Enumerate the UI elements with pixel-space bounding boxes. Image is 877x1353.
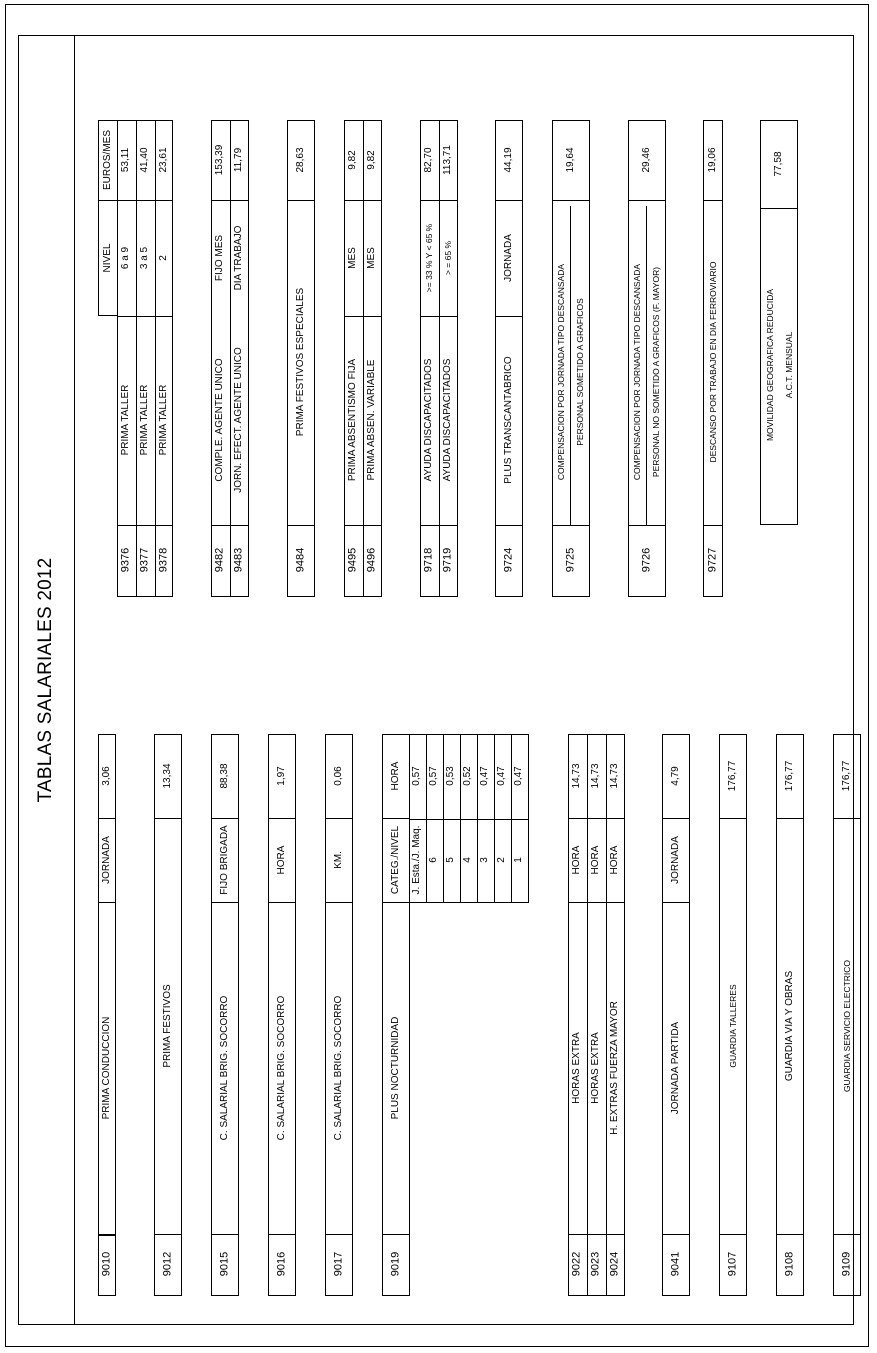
concept-9019: PLUS NOCTURNIDAD [390,1016,401,1120]
unit-9016: HORA [276,845,287,875]
concept-9024: H. EXTRAS FUERZA MAYOR [609,1001,620,1135]
value-9482: 153,39 [214,144,225,176]
unit-9495: MES [347,247,358,269]
value-9718: 82,70 [423,147,434,173]
concept-9107: GUARDIA TALLERES [727,984,738,1068]
code-9107: 9107 [726,1251,739,1277]
value-9109: 176,77 [841,760,852,792]
concept-9012: PRIMA FESTIVOS [162,984,173,1068]
code-9022: 9022 [570,1251,583,1277]
unit-9023: HORA [590,845,601,875]
code-9108: 9108 [783,1251,796,1277]
concept-9010: PRIMA CONDUCCION [101,1016,112,1120]
code-9378: 9378 [157,547,170,573]
concept-9727: DESCANSO POR TRABAJO EN DIA FERROVIARIO [707,261,718,463]
value-9024: 14,73 [609,763,620,789]
nivel-9378: 2 [158,255,169,261]
value-9484: 28,63 [295,147,306,173]
value-9108: 176,77 [784,760,795,792]
noct-nivel-4: 3 [479,857,490,863]
code-9482: 9482 [213,547,226,573]
unit-9024: HORA [609,845,620,875]
concept-9376: PRIMA TALLER [120,384,131,456]
noct-hora-0: 0,57 [411,766,422,786]
concept-9041: JORNADA PARTIDA [670,1021,681,1115]
concept-9378: PRIMA TALLER [158,384,169,456]
value-9719: 113,71 [442,145,453,175]
noct-hora-1: 0,57 [428,766,439,786]
code-9015: 9015 [218,1251,231,1277]
concept-9017: C. SALARIAL BRIG. SOCORRO [333,995,344,1141]
movilidad-line2: A.C.T. MENSUAL [783,331,794,399]
value-9041: 4,79 [670,766,681,786]
concept-9377: PRIMA TALLER [139,384,150,456]
value-9022: 14,73 [571,763,582,789]
concept-9495: PRIMA ABSENTISMO FIJA [347,358,358,482]
noct-nivel-2: 5 [445,857,456,863]
concept-9718: AYUDA DISCAPACITADOS [423,358,434,482]
noct-hora-5: 0,47 [496,766,507,786]
value-9376: 53,11 [120,147,131,173]
value-9378: 23,61 [158,147,169,173]
unit-9496: MES [366,247,377,269]
header-hora: HORA [390,761,401,791]
nivel-9376: 6 a 9 [120,246,131,270]
comp-9725-line2: PERSONAL SOMETIDO A GRAFICOS [574,298,585,446]
code-9724: 9724 [502,547,515,573]
concept-9023: HORAS EXTRA [590,1032,601,1104]
concept-9724: PLUS TRANSCANTABRICO [503,356,514,484]
noct-hora-3: 0,52 [462,766,473,786]
value-9015: 88,38 [219,763,230,789]
code-9727: 9727 [706,547,719,573]
code-9725: 9725 [564,547,577,573]
code-9718: 9718 [422,547,435,573]
unit-9041: JORNADA [670,836,681,884]
noct-hora-2: 0,53 [445,766,456,786]
concept-9016: C. SALARIAL BRIG. SOCORRO [276,995,287,1141]
concept-9484: PRIMA FESTIVOS ESPECIALES [295,287,306,437]
noct-nivel-5: 2 [496,857,507,863]
unit-9718: >= 33 % Y < 65 % [423,223,434,293]
code-9376: 9376 [119,547,132,573]
concept-9719: AYUDA DISCAPACITADOS [442,358,453,482]
code-9023: 9023 [589,1251,602,1277]
header-euros-mes: EUROS/MES [102,129,113,191]
value-9377: 41,40 [139,147,150,173]
noct-nivel-3: 4 [462,857,473,863]
noct-nivel-1: 6 [428,857,439,863]
noct-hora-6: 0,47 [513,766,524,786]
noct-nivel-0: J. Esta./J. Maq. [411,825,422,895]
value-9725: 19,64 [565,147,576,173]
concept-9482: COMPLE. AGENTE UNICO [214,358,225,482]
value-9012: 13,34 [162,763,173,789]
value-9023: 14,73 [590,763,601,789]
unit-9724: JORNADA [503,234,514,282]
code-9484: 9484 [294,547,307,573]
concept-9022: HORAS EXTRA [571,1032,582,1104]
value-9727: 19,06 [707,147,718,173]
code-9377: 9377 [138,547,151,573]
code-9012: 9012 [161,1251,174,1277]
value-9483: 11,79 [233,147,244,173]
concept-9108: GUARDIA VIA Y OBRAS [784,970,795,1082]
concept-9015: C. SALARIAL BRIG. SOCORRO [219,995,230,1141]
code-9726: 9726 [640,547,653,573]
code-9019: 9019 [389,1251,402,1277]
value-9724: 44,19 [503,147,514,173]
code-9719: 9719 [441,547,454,573]
comp-9725-line1: COMPENSACION POR JORNADA TIPO DESCANSADA [555,263,566,481]
unit-9017: KM. [333,851,344,869]
code-9010: 9010 [100,1251,113,1277]
unit-9482: FIJO MES [214,234,225,282]
value-9495: 9,82 [347,150,358,170]
code-9496: 9496 [365,547,378,573]
value-9107: 176,77 [727,760,738,792]
comp-9726-line1: COMPENSACION POR JORNADA TIPO DESCANSADA [631,263,642,481]
value-9010: 3,06 [101,766,112,786]
code-9041: 9041 [669,1251,682,1277]
code-9495: 9495 [346,547,359,573]
noct-nivel-6: 1 [513,857,524,863]
header-nivel: NIVEL [102,243,113,273]
nocturnidad-subtable [409,734,529,903]
code-9016: 9016 [275,1251,288,1277]
code-9024: 9024 [608,1251,621,1277]
unit-9010: JORNADA [101,836,112,884]
code-9483: 9483 [232,547,245,573]
value-movilidad: 77,58 [773,151,784,177]
header-categ-nivel: CATEG./NIVEL [390,825,401,895]
nivel-9377: 3 a 5 [139,246,150,270]
value-9016: 1,97 [276,766,287,786]
concept-9496: PRIMA ABSEN. VARIABLE [366,359,377,481]
unit-9022: HORA [571,845,582,875]
concept-9109: GUARDIA SERVICIO ELECTRICO [841,959,852,1093]
code-9017: 9017 [332,1251,345,1277]
unit-9015: FIJO BRIGADA [219,825,230,895]
comp-9726-line2: PERSONAL NO SOMETIDO A GRAFICOS (F. MAYOR) [650,266,661,478]
noct-hora-4: 0,47 [479,766,490,786]
unit-9483: DIA TRABAJO [233,225,244,291]
value-9496: 9,82 [366,150,377,170]
page-title: TABLAS SALARIALES 2012 [35,557,56,803]
value-9017: 0,06 [333,766,344,786]
code-9109: 9109 [840,1251,853,1277]
concept-9483: JORN. EFECT. AGENTE UNICO [233,347,244,493]
value-9726: 29,46 [641,147,652,173]
unit-9719: > = 65 % [442,240,453,276]
movilidad-line1: MOVILIDAD GEOGRAFICA REDUCIDA [764,288,775,442]
